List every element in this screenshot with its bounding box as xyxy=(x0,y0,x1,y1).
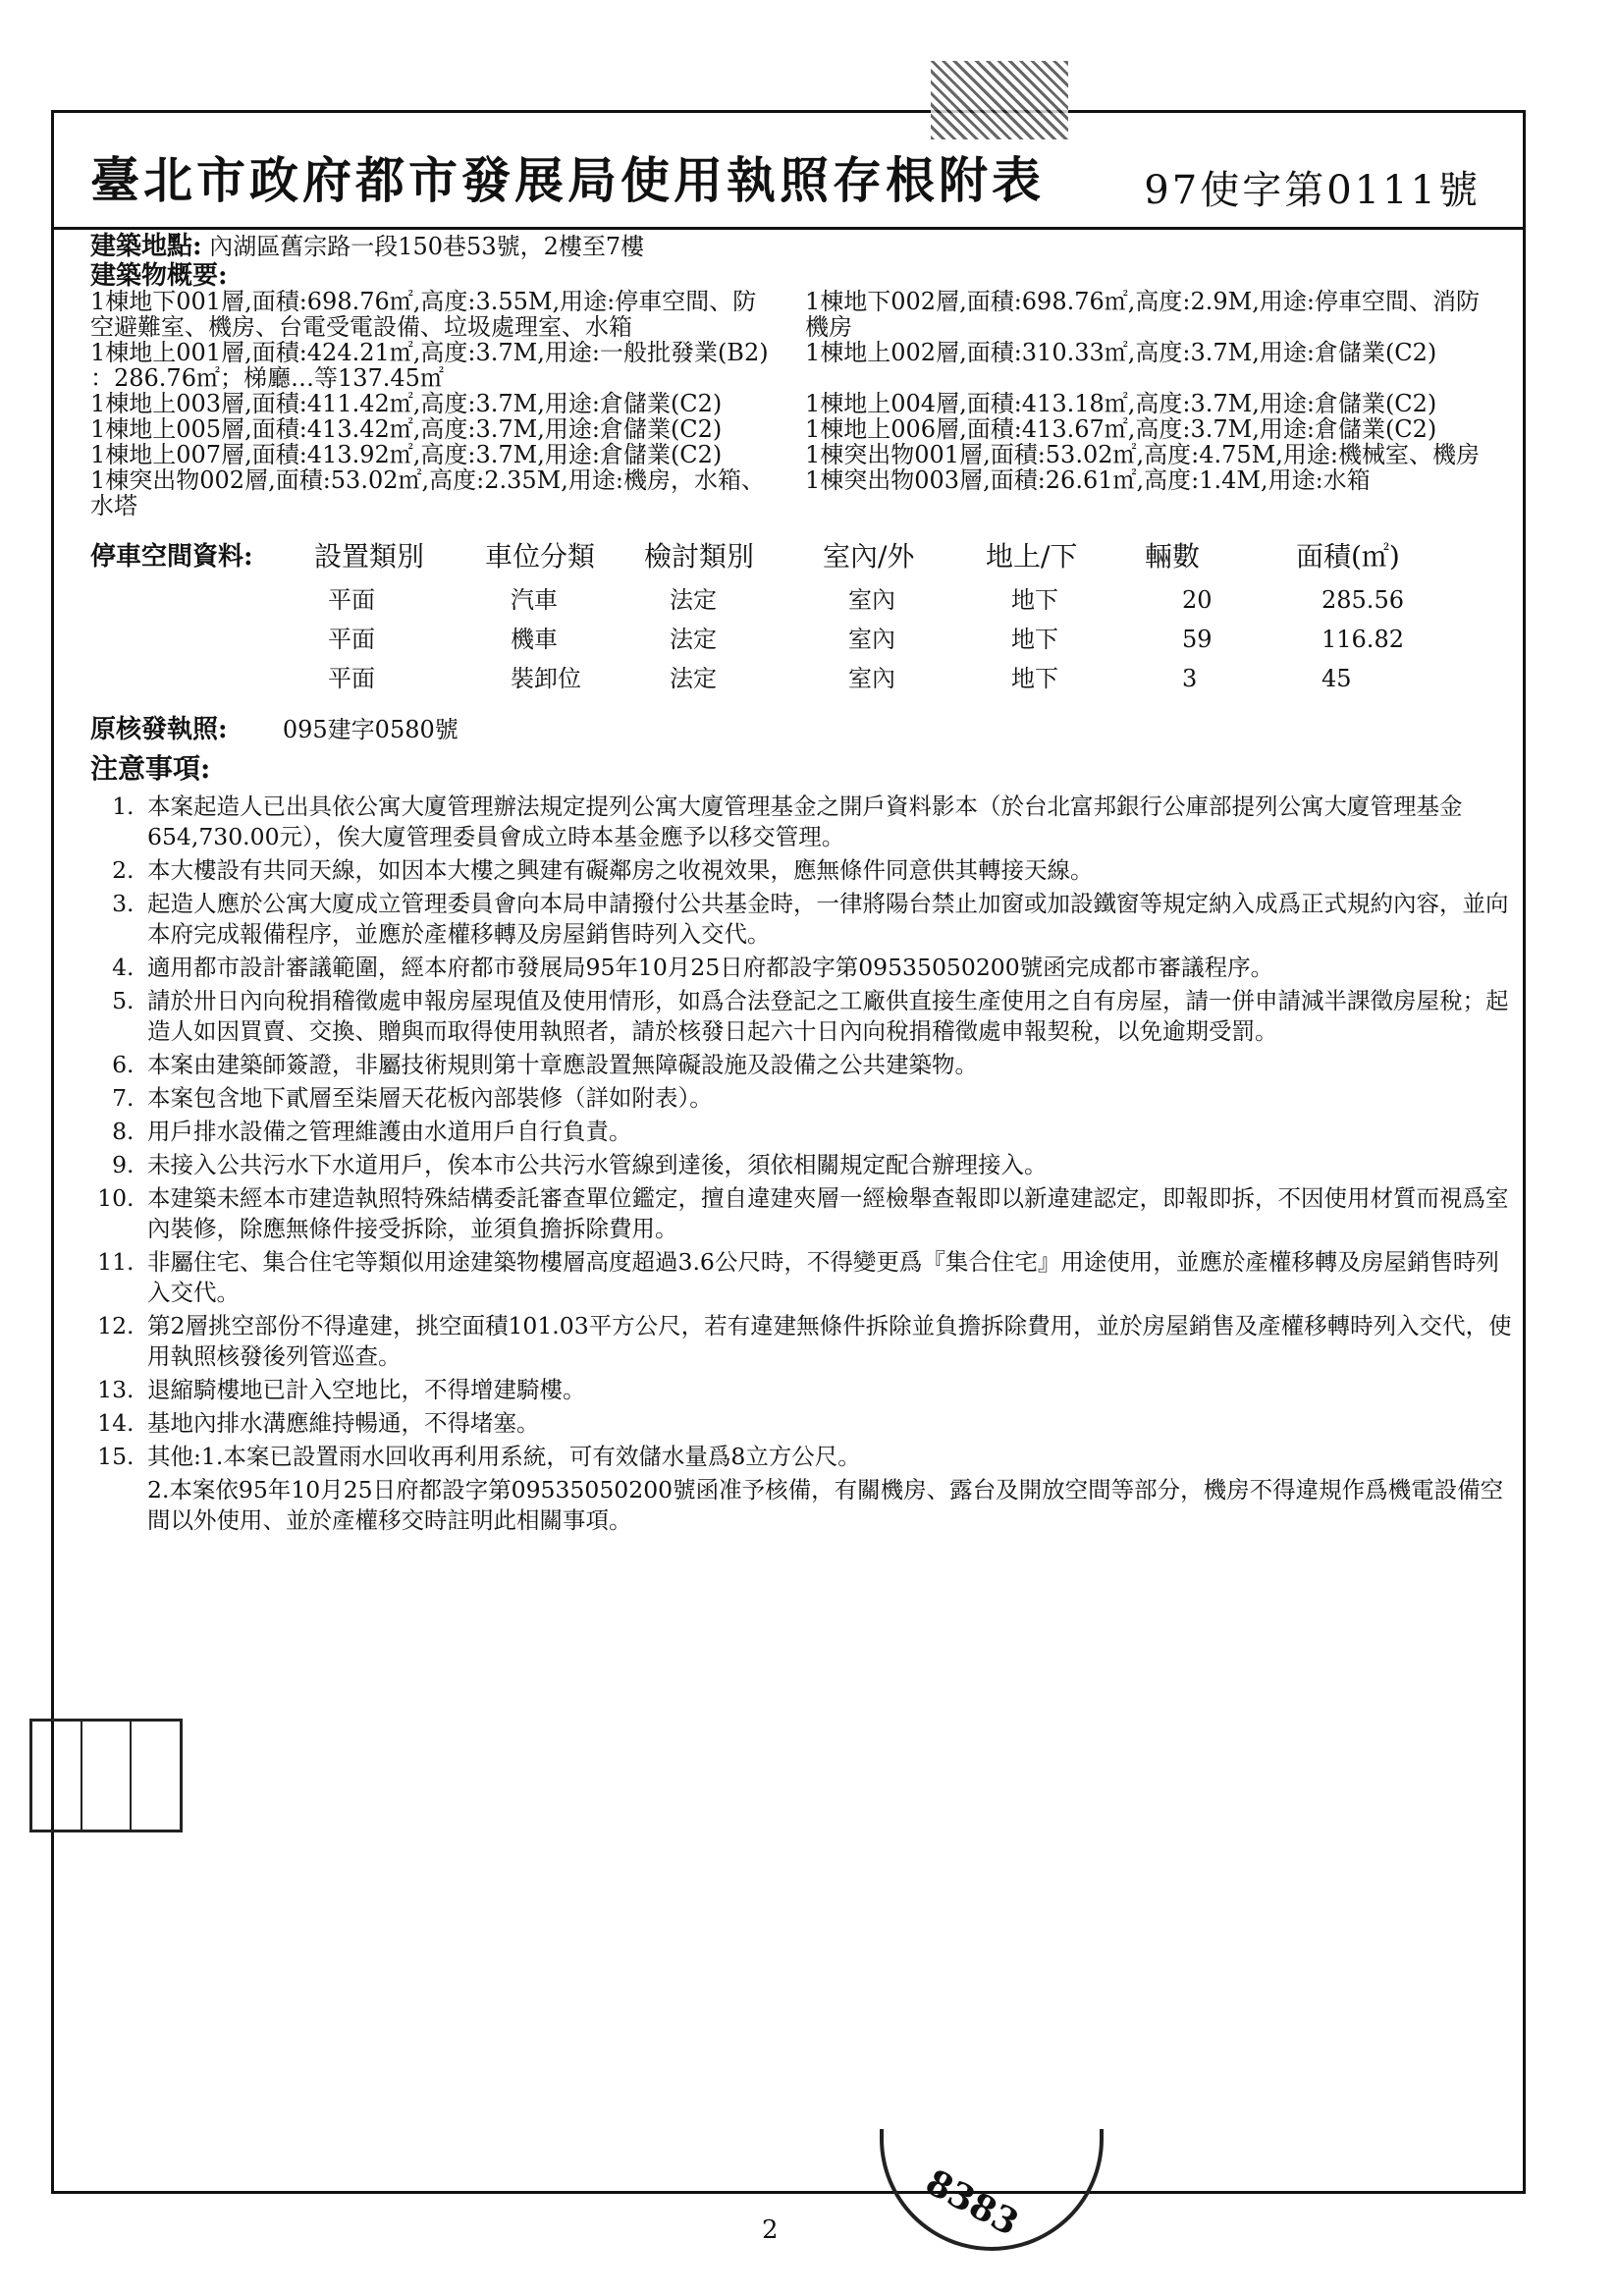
note-item: 3. 起造人應於公寓大廈成立管理委員會向本局申請撥付公共基金時，一律將陽台禁止加窗或加設鐵窗等規定納入成爲正式規約內容，並向本府完成報備程序，並應於產權移轉及房屋銷售時列入交代。 xyxy=(141,889,1512,950)
parking-cell: 地下 xyxy=(1011,586,1058,614)
parking-cell: 285.56 xyxy=(1321,586,1404,614)
note-item: 4. 適用都市設計審議範圍，經本府都市發展局95年10月25日府都設字第09535050200號函完成都市審議程序。 xyxy=(141,953,1512,983)
note-item: 14. 基地內排水溝應維持暢通，不得堵塞。 xyxy=(141,1408,1512,1439)
parking-cell: 地下 xyxy=(1011,665,1058,692)
site-label: 建築地點: xyxy=(90,232,202,261)
document-title: 臺北市政府都市發展局使用執照存根附表 xyxy=(90,151,1045,209)
overview-right: 1棟突出物001層,面積:53.02㎡,高度:4.75M,用途:機械室、機房 xyxy=(805,441,1480,468)
parking-cell: 平面 xyxy=(328,586,375,614)
parking-col-header: 輛數 xyxy=(1145,540,1201,573)
overview-row xyxy=(90,365,1512,391)
parking-col-header: 室內/外 xyxy=(823,540,915,573)
note-item: 1. 本案起造人已出具依公寓大廈管理辦法規定提列公寓大廈管理基金之開戶資料影本（於台北富邦銀行公庫部提列公寓大廈管理基金654,730.00元），俟大廈管理委員會成立時本基金應予以移交管理。 xyxy=(141,792,1512,852)
parking-col-header: 車位分類 xyxy=(485,540,596,573)
seal-stamp-left xyxy=(29,1719,183,1832)
parking-cell: 室內 xyxy=(848,586,895,614)
overview-row xyxy=(90,289,1512,314)
overview-left: 水塔 xyxy=(90,492,137,519)
parking-header xyxy=(90,536,1512,581)
note-item: 11. 非屬住宅、集合住宅等類似用途建築物樓層高度超過3.6公尺時，不得變更爲『集合住宅』用途使用，並應於產權移轉及房屋銷售時列入交代。 xyxy=(141,1247,1512,1308)
parking-cell: 法定 xyxy=(670,626,717,653)
note-item: 6. 本案由建築師簽證，非屬技術規則第十章應設置無障礙設施及設備之公共建築物。 xyxy=(141,1050,1512,1080)
overview-row xyxy=(90,442,1512,467)
overview-left: 1棟地上001層,面積:424.21㎡,高度:3.7M,用途:一般批發業(B2) xyxy=(90,339,769,366)
overview-left: 1棟地上005層,面積:413.42㎡,高度:3.7M,用途:倉儲業(C2) xyxy=(90,415,723,443)
overview-row xyxy=(90,314,1512,340)
overview-right: 1棟突出物003層,面積:26.61㎡,高度:1.4M,用途:水箱 xyxy=(805,466,1371,494)
note-item: 8. 用戶排水設備之管理維護由水道用戶自行負責。 xyxy=(141,1117,1512,1147)
overview-right: 1棟地上004層,面積:413.18㎡,高度:3.7M,用途:倉儲業(C2) xyxy=(805,390,1437,417)
original-permit-value: 095建字0580號 xyxy=(282,716,458,743)
note-item: 9. 未接入公共污水下水道用戶，俟本市公共污水管線到達後，須依相關規定配合辦理接入。 xyxy=(141,1150,1512,1180)
note-item: 13. 退縮騎樓地已計入空地比，不得增建騎樓。 xyxy=(141,1375,1512,1405)
overview-left: 1棟地下001層,面積:698.76㎡,高度:3.55M,用途:停車空間、防 xyxy=(90,288,757,315)
parking-col-header: 設置類別 xyxy=(314,540,425,573)
note-item: 2. 本大樓設有共同天線，如因本大樓之興建有礙鄰房之收視效果，應無條件同意供其轉接天線。 xyxy=(141,855,1512,886)
parking-col-header: 檢討類別 xyxy=(644,540,755,573)
parking-label: 停車空間資料: xyxy=(90,542,253,572)
page-number: 2 xyxy=(762,2215,779,2245)
note-item: 15. 其他:1.本案已設置雨水回收再利用系統，可有效儲水量爲8立方公尺。 xyxy=(141,1442,1512,1472)
overview-row xyxy=(90,416,1512,442)
overview-row xyxy=(90,467,1512,493)
parking-row xyxy=(90,621,1512,660)
parking-cell: 59 xyxy=(1182,626,1213,653)
parking-row xyxy=(90,660,1512,699)
permit-number: 97使字第0111號 xyxy=(1144,168,1481,213)
overview-row xyxy=(90,340,1512,365)
original-permit xyxy=(90,717,1512,742)
note-item: 10. 本建築未經本市建造執照特殊結構委託審查單位鑑定，擅自違建夾層一經檢舉查報即以新違建認定，即報即拆，不因使用材質而視爲室內裝修，除應無條件接受拆除，並須負擔拆除費用。 xyxy=(141,1183,1512,1244)
overview-right: 1棟地下002層,面積:698.76㎡,高度:2.9M,用途:停車空間、消防 xyxy=(805,288,1480,315)
stamp-number: 8383 xyxy=(919,2160,1026,2245)
parking-cell: 法定 xyxy=(670,665,717,692)
parking-cell: 20 xyxy=(1182,586,1213,614)
notes-list xyxy=(90,792,1512,1472)
parking-cell: 室內 xyxy=(848,665,895,692)
overview-left: ：286.76㎡；梯廳…等137.45㎡ xyxy=(90,364,444,392)
parking-rows xyxy=(90,581,1512,699)
header xyxy=(51,110,1526,230)
overview-label: 建築物概要: xyxy=(90,261,228,291)
note-15-sub: 2.本案依95年10月25日府都設字第09535050200號函准予核備，有關機房、露台及開放空間等部分，機房不得違規作爲機電設備空間以外使用、並於產權移交時註明此相關事項。 xyxy=(147,1476,1504,1534)
overview-row xyxy=(90,493,1512,519)
parking-row xyxy=(90,581,1512,621)
site-row xyxy=(90,234,1512,263)
parking-col-header: 面積(㎡) xyxy=(1296,540,1400,573)
notes-title: 注意事項: xyxy=(90,752,211,785)
parking-cell: 機車 xyxy=(511,626,558,653)
parking-cell: 116.82 xyxy=(1321,626,1404,653)
overview-left: 1棟地上003層,面積:411.42㎡,高度:3.7M,用途:倉儲業(C2) xyxy=(90,390,723,417)
parking-cell: 法定 xyxy=(670,586,717,614)
overview-left: 1棟地上007層,面積:413.92㎡,高度:3.7M,用途:倉儲業(C2) xyxy=(90,441,723,468)
note-item: 5. 請於卅日內向稅捐稽徵處申報房屋現值及使用情形，如爲合法登記之工廠供直接生產使用之自有房屋，請一併申請減半課徵房屋稅；起造人如因買賣、交換、贈與而取得使用執照者，請於核發日起六十日內向稅捐稽徵處申報契稅，以免逾期受罰。 xyxy=(141,986,1512,1047)
overview-right: 機房 xyxy=(805,313,852,341)
original-permit-label: 原核發執照: xyxy=(90,715,228,744)
overview-list xyxy=(90,289,1512,519)
parking-col-header: 地上/下 xyxy=(986,540,1078,573)
overview-left: 1棟突出物002層,面積:53.02㎡,高度:2.35M,用途:機房，水箱、 xyxy=(90,466,765,494)
parking-cell: 裝卸位 xyxy=(511,665,581,692)
parking-cell: 平面 xyxy=(328,626,375,653)
parking-cell: 室內 xyxy=(848,626,895,653)
overview-right: 1棟地上002層,面積:310.33㎡,高度:3.7M,用途:倉儲業(C2) xyxy=(805,339,1437,366)
note-item: 7. 本案包含地下貳層至柒層天花板內部裝修（詳如附表）。 xyxy=(141,1083,1512,1114)
parking-cell: 地下 xyxy=(1011,626,1058,653)
parking-cell: 45 xyxy=(1321,665,1352,692)
overview-right: 1棟地上006層,面積:413.67㎡,高度:3.7M,用途:倉儲業(C2) xyxy=(805,415,1437,443)
parking-cell: 汽車 xyxy=(511,586,558,614)
parking-cell: 3 xyxy=(1182,665,1198,692)
document-body xyxy=(90,234,1512,1536)
parking-cell: 平面 xyxy=(328,665,375,692)
site-value: 內湖區舊宗路一段150巷53號，2樓至7樓 xyxy=(209,233,645,260)
note-item: 12. 第2層挑空部份不得違建，挑空面積101.03平方公尺，若有違建無條件拆除並負擔拆除費用，並於房屋銷售及產權移轉時列入交代，使用執照核發後列管巡查。 xyxy=(141,1311,1512,1372)
overview-left: 空避難室、機房、台電受電設備、垃圾處理室、水箱 xyxy=(90,313,632,341)
overview-row xyxy=(90,391,1512,416)
